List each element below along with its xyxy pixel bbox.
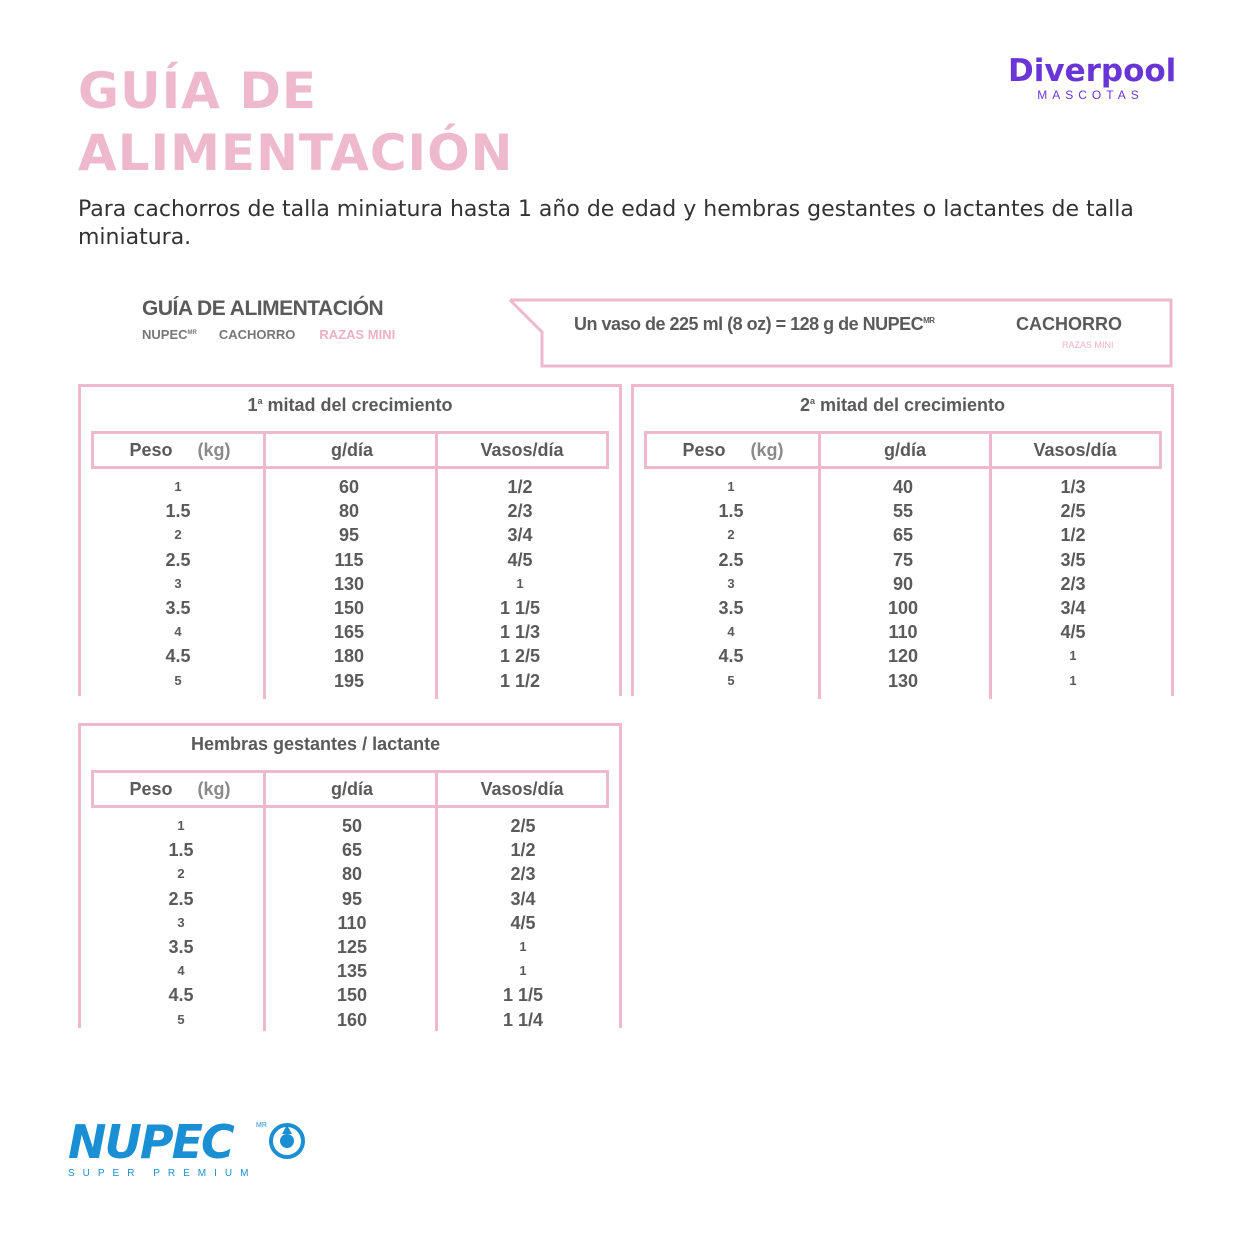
cell-g-dia: 65 <box>341 840 363 861</box>
cell-peso: 4.5 <box>718 646 744 667</box>
cell-g-dia: 80 <box>338 501 360 522</box>
cell-vasos-dia: 2/3 <box>510 864 536 885</box>
table-title <box>191 734 619 755</box>
table-title-sup: a <box>257 396 263 406</box>
cell-peso: 1 <box>177 818 185 833</box>
table-row <box>81 620 619 644</box>
diverpool-logo <box>1008 52 1177 102</box>
title-line-1: GUÍA DE <box>78 62 318 120</box>
cell-vasos-dia: 2/5 <box>1060 501 1086 522</box>
cell-vasos-dia: 3/4 <box>1060 598 1086 618</box>
cell-g-dia: 130 <box>333 573 365 594</box>
cell-peso: 1.5 <box>165 501 191 522</box>
table-row <box>634 644 1171 668</box>
cell-peso: 4.5 <box>168 985 194 1006</box>
table-row <box>634 620 1171 644</box>
cell-g-dia: 160 <box>336 1009 368 1030</box>
col-g: g/día <box>330 779 373 799</box>
table-row <box>81 499 619 523</box>
table-row <box>634 523 1171 547</box>
portion-banner <box>508 298 1173 368</box>
guide-tag-nupec: NUPEC <box>142 327 188 342</box>
cell-vasos-dia: 2/3 <box>507 501 533 522</box>
table-row <box>81 983 619 1007</box>
cell-g-dia: 135 <box>336 961 368 982</box>
cell-g-dia: 125 <box>336 937 368 957</box>
cell-peso: 1 <box>727 479 735 494</box>
cell-peso: 3.5 <box>718 598 744 618</box>
brand-sub: MASCOTAS <box>1037 88 1144 102</box>
cell-vasos-dia: 1 <box>1069 672 1077 688</box>
table-row <box>81 838 619 862</box>
nupec-logo <box>68 1115 267 1179</box>
table-header <box>644 431 1162 469</box>
cell-g-dia: 110 <box>888 622 918 643</box>
col-kg-label: (kg) <box>750 440 784 460</box>
cell-g-dia: 150 <box>333 598 365 618</box>
table-row <box>634 596 1171 620</box>
col-kg-label: (kg) <box>197 440 231 460</box>
table-row <box>634 669 1171 693</box>
table-row <box>81 523 619 547</box>
table-row <box>81 669 619 693</box>
cell-vasos-dia: 2/5 <box>510 816 536 836</box>
table-row <box>81 596 619 620</box>
table-row <box>634 572 1171 596</box>
table-row <box>81 959 619 983</box>
brand-name: Diverpool <box>1008 53 1177 89</box>
nupec-emblem-icon <box>268 1122 306 1160</box>
cell-g-dia: 100 <box>887 598 919 618</box>
table-title-sup: a <box>809 396 815 406</box>
cell-peso: 2.5 <box>718 549 744 570</box>
col-peso-label: Peso <box>682 440 726 460</box>
cell-vasos-dia: 1/2 <box>510 840 536 861</box>
banner-right: CACHORRO <box>1016 314 1122 334</box>
cell-peso: 2 <box>177 866 185 882</box>
col-vasos: Vasos/día <box>1033 440 1117 460</box>
table-title <box>634 395 1171 416</box>
page-title <box>78 60 514 184</box>
table-second-half <box>631 384 1174 696</box>
table-row <box>634 548 1171 572</box>
cell-g-dia: 40 <box>892 477 914 497</box>
table-title-num: 1 <box>247 395 258 415</box>
cell-peso: 4 <box>727 624 735 640</box>
col-vasos: Vasos/día <box>480 779 564 799</box>
guide-tag-cachorro: CACHORRO <box>218 327 296 342</box>
cell-g-dia: 195 <box>333 670 365 691</box>
table-row <box>81 572 619 596</box>
cell-peso: 2.5 <box>168 888 194 909</box>
cell-peso: 4 <box>174 624 182 640</box>
cell-vasos-dia: 1 <box>516 575 524 591</box>
cell-g-dia: 90 <box>892 573 914 594</box>
title-line-2: ALIMENTACIÓN <box>78 124 514 182</box>
table-row <box>634 475 1171 499</box>
cell-peso: 4 <box>177 963 185 979</box>
table-title-text: Hembras gestantes / lactante <box>191 734 441 754</box>
cell-vasos-dia: 3/5 <box>1060 549 1086 570</box>
cell-g-dia: 50 <box>341 816 363 836</box>
guide-title: GUÍA DE ALIMENTACIÓN <box>142 297 384 320</box>
table-row <box>81 548 619 572</box>
cell-g-dia: 60 <box>338 477 360 497</box>
table-row <box>81 814 619 838</box>
table-header <box>91 431 609 469</box>
col-g: g/día <box>883 440 926 460</box>
cell-peso: 5 <box>177 1011 185 1027</box>
cell-g-dia: 75 <box>892 549 914 570</box>
cell-peso: 1.5 <box>718 501 744 522</box>
cell-vasos-dia: 1/3 <box>1060 477 1086 497</box>
table-pregnant-lactating <box>78 723 622 1028</box>
col-peso-label: Peso <box>129 440 173 460</box>
cell-g-dia: 120 <box>887 646 919 667</box>
page-subtitle: Para cachorros de talla miniatura hasta 1 año de edad y hembras gestantes o lactantes de talla miniatura. <box>78 197 1134 250</box>
table-first-half <box>78 384 622 696</box>
col-g: g/día <box>330 440 373 460</box>
table-title-text: mitad del crecimiento <box>267 395 453 415</box>
cell-peso: 5 <box>174 672 182 688</box>
table-row <box>81 475 619 499</box>
cell-vasos-dia: 3/4 <box>507 525 533 546</box>
cell-g-dia: 180 <box>333 646 365 667</box>
cell-vasos-dia: 1 1/5 <box>499 598 541 618</box>
cell-peso: 3 <box>177 914 185 930</box>
cell-vasos-dia: 1/2 <box>1060 525 1086 546</box>
cell-vasos-dia: 1 1/5 <box>502 985 544 1006</box>
cell-peso: 3.5 <box>168 937 194 957</box>
cell-g-dia: 110 <box>337 912 367 933</box>
cell-g-dia: 95 <box>341 888 363 909</box>
cell-vasos-dia: 3/4 <box>510 888 536 909</box>
cell-vasos-dia: 4/5 <box>507 549 533 570</box>
table-header <box>91 770 609 808</box>
guide-tag-razas-mini: RAZAS MINI <box>319 327 396 342</box>
table-title-num: 2 <box>799 395 810 415</box>
cell-g-dia: 130 <box>887 670 919 691</box>
table-row <box>81 911 619 935</box>
cell-vasos-dia: 1 1/2 <box>499 670 541 691</box>
cell-g-dia: 165 <box>333 622 365 643</box>
cell-peso: 3 <box>727 575 735 591</box>
table-title <box>81 395 619 416</box>
cell-vasos-dia: 2/3 <box>1060 573 1086 594</box>
banner-mark: MR <box>923 316 935 325</box>
cell-vasos-dia: 1/2 <box>507 477 533 497</box>
table-row <box>634 499 1171 523</box>
cell-vasos-dia: 4/5 <box>510 912 536 933</box>
table-row <box>81 644 619 668</box>
table-row <box>81 1008 619 1032</box>
cell-peso: 2 <box>727 527 735 543</box>
guide-heading <box>142 297 419 342</box>
banner-text-main: Un vaso de 225 ml (8 oz) = 128 g de NUPEC <box>574 314 924 334</box>
cell-peso: 1 <box>174 479 182 494</box>
nupec-sub: SUPER PREMIUM <box>68 1168 257 1179</box>
cell-vasos-dia: 1 <box>519 939 527 954</box>
col-peso-label: Peso <box>129 779 173 799</box>
table-row <box>81 935 619 959</box>
cell-vasos-dia: 1 <box>1069 648 1077 664</box>
table-title-text: mitad del crecimiento <box>819 395 1006 415</box>
table-row <box>81 862 619 886</box>
nupec-mark: MR <box>256 1122 267 1129</box>
cell-peso: 1.5 <box>168 840 194 861</box>
guide-tag-mark: MR <box>187 329 197 336</box>
cell-peso: 2.5 <box>165 549 191 570</box>
banner-right-sub: RAZAS MINI <box>1062 340 1114 350</box>
col-peso <box>647 434 819 466</box>
cell-peso: 2 <box>174 527 182 543</box>
cell-peso: 3 <box>174 575 182 591</box>
cell-vasos-dia: 1 1/4 <box>502 1009 544 1030</box>
cell-g-dia: 95 <box>338 525 360 546</box>
cell-peso: 4.5 <box>165 646 191 667</box>
col-kg-label: (kg) <box>197 779 231 799</box>
cell-vasos-dia: 1 1/3 <box>499 622 541 643</box>
cell-g-dia: 55 <box>892 501 914 522</box>
cell-vasos-dia: 1 2/5 <box>499 646 541 667</box>
cell-g-dia: 65 <box>892 525 914 546</box>
nupec-name: NUPEC <box>68 1115 233 1169</box>
cell-vasos-dia: 1 <box>519 963 527 979</box>
col-peso <box>94 773 266 805</box>
cell-g-dia: 115 <box>334 549 364 570</box>
col-vasos: Vasos/día <box>480 440 564 460</box>
banner-text <box>574 314 935 335</box>
cell-peso: 5 <box>727 672 735 688</box>
cell-peso: 3.5 <box>165 598 191 618</box>
cell-vasos-dia: 4/5 <box>1060 622 1086 643</box>
table-row <box>81 887 619 911</box>
cell-g-dia: 80 <box>341 864 363 885</box>
col-peso <box>94 434 266 466</box>
guide-tags <box>142 327 419 342</box>
cell-g-dia: 150 <box>336 985 368 1006</box>
